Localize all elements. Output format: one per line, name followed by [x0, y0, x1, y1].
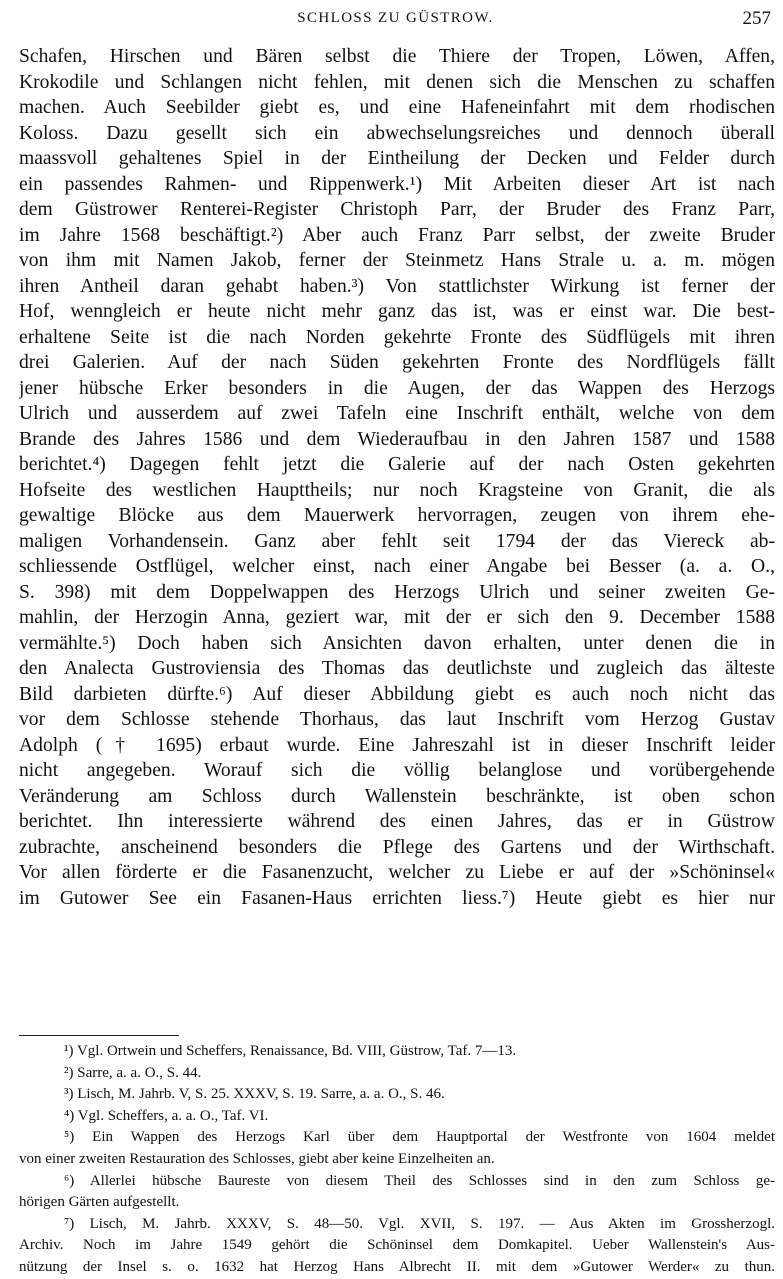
text-line: erhaltene Seite ist die nach Norden gekehrte Fronte des Südflügels mit ihren: [19, 326, 775, 348]
text-line: Veränderung am Schloss durch Wallenstein beschränkte, ist oben schon: [19, 785, 775, 807]
text-line: Krokodile und Schlangen nicht fehlen, mit denen sich die Menschen zu schaffen: [19, 71, 775, 93]
text-line: jener hübsche Erker besonders in die Augen, der das Wappen des Herzogs: [19, 377, 775, 399]
text-line: schliessende Ostflügel, welcher einst, nach einer Angabe bei Besser (a. a. O.,: [19, 556, 775, 577]
footnote-rule: [19, 1035, 179, 1036]
text-line: von ihm mit Namen Jakob, ferner der Steinmetz Hans Strale u. a. m. mögen: [19, 250, 775, 271]
footnotes: [19, 1041, 775, 1279]
text-line: Brande des Jahres 1586 und dem Wiederaufbau in den Jahren 1587 und 1588: [19, 428, 775, 450]
text-line: berichtet. Ihn interessierte während des einen Jahres, das er in Güstrow: [19, 811, 775, 832]
footnote-line: ⁴) Vgl. Scheffers, a. a. O., Taf. VI.: [64, 1107, 269, 1124]
footnote-line: ²) Sarre, a. a. O., S. 44.: [64, 1064, 202, 1081]
text-line: Hof, wenngleich er heute nicht mehr ganz das ist, was er einst war. Die best-: [19, 301, 775, 322]
text-line: Schafen, Hirschen und Bären selbst die Thiere der Tropen, Löwen, Affen,: [19, 46, 775, 67]
text-line: Bild darbieten dürfte.⁶) Auf dieser Abbildung giebt es auch noch nicht das: [19, 683, 775, 705]
text-line: maligen Vorhandensein. Ganz aber fehlt seit 1794 der das Viereck ab-: [19, 530, 775, 552]
text-line: mahlin, der Herzogin Anna, geziert war, mit der er sich den 9. December 1588: [19, 607, 775, 628]
running-title: SCHLOSS ZU GÜSTROW.: [297, 10, 494, 26]
text-line: dem Güstrower Renterei-Register Christoph Parr, der Bruder des Franz Parr,: [19, 199, 775, 220]
text-line: ihren Antheil daran gehabt haben.³) Von stattlichster Wirkung ist ferner der: [19, 275, 775, 297]
footnote-line: nützung der Insel s. o. 1632 hat Herzog Hans Albrecht II. mit dem »Gutower Werder« zu thun.: [19, 1258, 775, 1275]
text-line: Vor allen förderte er die Fasanenzucht, welcher zu Liebe er auf der »Schöninsel«: [19, 862, 775, 883]
main-text: [19, 44, 775, 911]
footnote-line: ⁷) Lisch, M. Jahrb. XXXV, S. 48—50. Vgl. XVII, S. 197. — Aus Akten im Grossherzogl.: [64, 1215, 775, 1232]
text-line: Koloss. Dazu gesellt sich ein abwechselungsreiches und dennoch überall: [19, 122, 775, 144]
text-line: im Gutower See ein Fasanen-Haus errichten liess.⁷) Heute giebt es hier nur: [19, 887, 775, 909]
text-line: zubrachte, anscheinend besonders die Pflege des Gartens und der Wirthschaft.: [19, 836, 775, 858]
text-line: vor dem Schlosse stehende Thorhaus, das laut Inschrift vom Herzog Gustav: [19, 709, 775, 730]
text-line: berichtet.⁴) Dagegen fehlt jetzt die Galerie auf der nach Osten gekehrten: [19, 454, 775, 475]
text-line: im Jahre 1568 beschäftigt.²) Aber auch Franz Parr selbst, der zweite Bruder: [19, 224, 775, 246]
running-head: [18, 8, 773, 34]
text-line: gewaltige Blöcke aus dem Mauerwerk hervorragen, zeugen von ihrem ehe-: [19, 505, 775, 526]
text-line: S. 398) mit dem Doppelwappen des Herzogs Ulrich und seiner zweiten Ge-: [19, 581, 775, 603]
text-line: maassvoll gehaltenes Spiel in der Eintheilung der Decken und Felder durch: [19, 148, 775, 169]
footnote-line: ⁵) Ein Wappen des Herzogs Karl über dem Hauptportal der Westfronte von 1604 meldet: [64, 1129, 775, 1146]
footnote-line: ¹) Vgl. Ortwein und Scheffers, Renaissance, Bd. VIII, Güstrow, Taf. 7—13.: [64, 1043, 517, 1059]
footnote-line: hörigen Gärten aufgestellt.: [19, 1194, 180, 1211]
text-line: Adolph († 1695) erbaut wurde. Eine Jahreszahl ist in dieser Inschrift leider: [19, 734, 775, 756]
text-line: machen. Auch Seebilder giebt es, und eine Hafeneinfahrt mit dem rhodischen: [19, 97, 775, 118]
text-line: den Analecta Gustroviensia des Thomas das deutlichste und zugleich das älteste: [19, 658, 775, 679]
footnote-line: Archiv. Noch im Jahre 1549 gehört die Schöninsel dem Domkapitel. Ueber Wallenstein's Aus-: [19, 1237, 775, 1254]
text-line: nicht angegeben. Worauf sich die völlig belanglose und vorübergehende: [19, 760, 775, 781]
footnote-line: ³) Lisch, M. Jahrb. V, S. 25. XXXV, S. 19. Sarre, a. a. O., S. 46.: [64, 1086, 445, 1103]
text-line: Ulrich und ausserdem auf zwei Tafeln eine Inschrift enthält, welche von dem: [19, 403, 775, 424]
footnote-line: von einer zweiten Restauration des Schlosses, giebt aber keine Einzelheiten an.: [19, 1150, 495, 1167]
text-line: ein passendes Rahmen- und Rippenwerk.¹) Mit Arbeiten dieser Art ist nach: [19, 173, 775, 195]
text-line: vermählte.⁵) Doch haben sich Ansichten davon erhalten, unter denen die in: [19, 632, 775, 654]
text-line: Hofseite des westlichen Haupttheils; nur noch Kragsteine von Granit, die als: [19, 479, 775, 501]
footnote-line: ⁶) Allerlei hübsche Baureste von diesem Theil des Schlosses sind in den zum Schloss ge-: [64, 1172, 775, 1189]
page-number: 257: [742, 8, 771, 29]
text-line: drei Galerien. Auf der nach Süden gekehrten Fronte des Nordflügels fällt: [19, 352, 775, 373]
